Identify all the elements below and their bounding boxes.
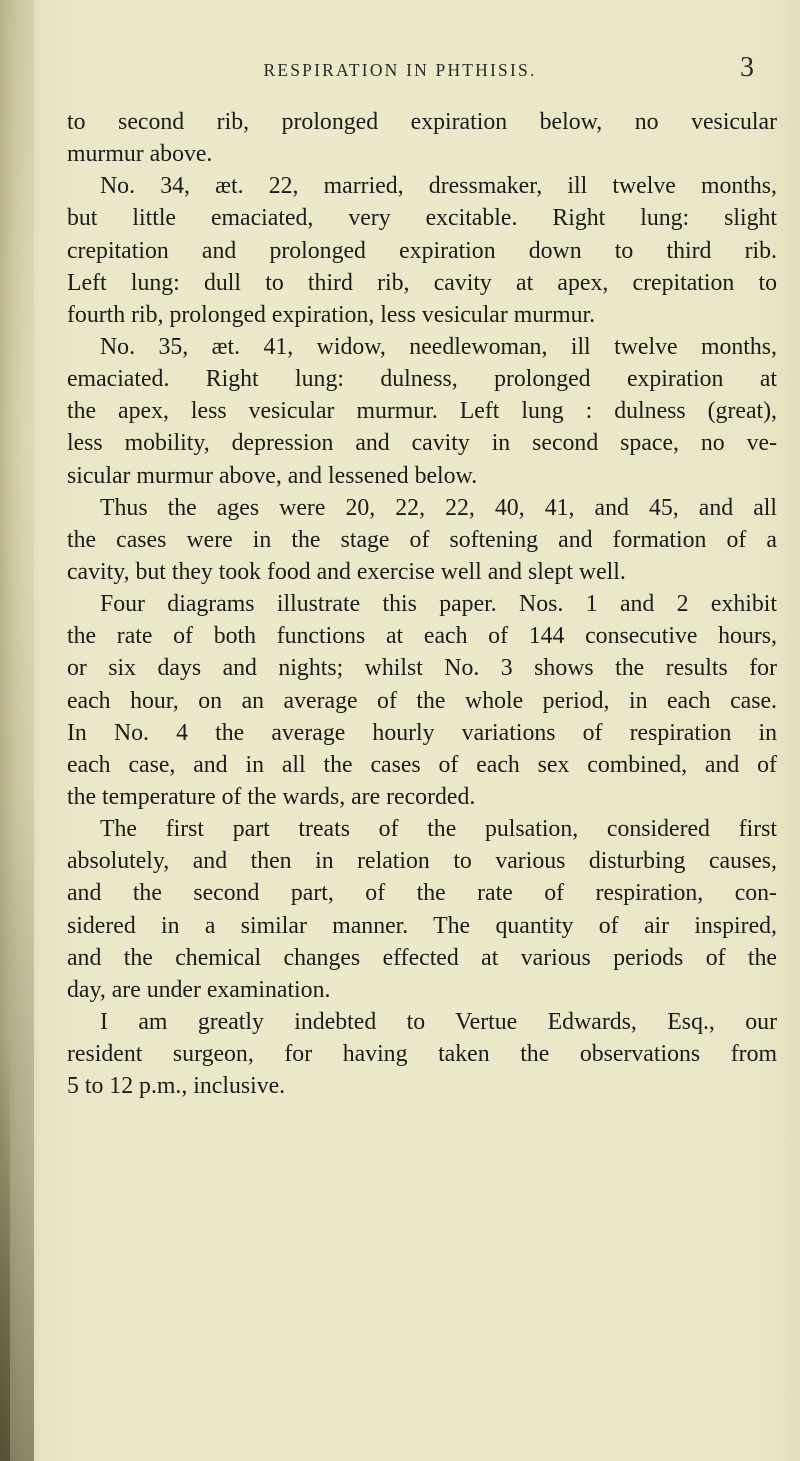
text-line: less mobility, depression and cavity in second space, no ve- (67, 430, 777, 457)
text-line: Thus the ages were 20, 22, 22, 40, 41, and 45, and all (100, 494, 777, 521)
text-line: fourth rib, prolonged expiration, less vesicular murmur. (67, 301, 596, 328)
text-line: and the second part, of the rate of respiration, con- (67, 880, 777, 907)
text-line: No. 35, æt. 41, widow, needlewoman, ill twelve months, (100, 333, 777, 360)
text-line: No. 34, æt. 22, married, dressmaker, ill twelve months, (100, 173, 777, 200)
text-line: cavity, but they took food and exercise well and slept well. (67, 558, 626, 585)
body-text (67, 106, 777, 1102)
text-line: the rate of both functions at each of 144 consecutive hours, (67, 623, 777, 650)
text-line: Four diagrams illustrate this paper. Nos. 1 and 2 exhibit (100, 591, 777, 618)
text-line: Left lung: dull to third rib, cavity at apex, crepitation to (67, 269, 777, 296)
text-line: 5 to 12 p.m., inclusive. (67, 1073, 286, 1100)
text-line: or six days and nights; whilst No. 3 shows the results for (67, 655, 777, 682)
text-line: murmur above. (67, 141, 213, 168)
running-head-title: RESPIRATION IN PHTHISIS. (263, 60, 537, 80)
text-line: emaciated. Right lung: dulness, prolonged expiration at (67, 366, 777, 393)
text-line: crepitation and prolonged expiration down to third rib. (67, 237, 777, 264)
text-line: In No. 4 the average hourly variations of respiration in (67, 719, 777, 746)
text-line: each hour, on an average of the whole period, in each case. (67, 687, 777, 714)
page-edge-shadow (0, 1040, 10, 1461)
text-line: to second rib, prolonged expiration below, no vesicular (67, 109, 777, 135)
text-line: and the chemical changes effected at various periods of the (67, 944, 777, 971)
text-line: day, are under examination. (67, 976, 331, 1003)
text-line: I am greatly indebted to Vertue Edwards, Esq., our (100, 1008, 777, 1035)
text-line: the cases were in the stage of softening and formation of a (67, 526, 777, 553)
text-line: The first part treats of the pulsation, considered first (100, 816, 777, 843)
text-line: absolutely, and then in relation to various disturbing causes, (67, 848, 777, 875)
text-line: the apex, less vesicular murmur. Left lung : dulness (great), (67, 398, 777, 425)
text-line: the temperature of the wards, are recorded. (67, 783, 476, 810)
text-line: each case, and in all the cases of each sex combined, and of (67, 751, 777, 778)
text-line: sidered in a similar manner. The quantity of air inspired, (67, 912, 777, 939)
text-line: sicular murmur above, and lessened below. (67, 462, 478, 489)
running-head (0, 52, 800, 88)
text-line: resident surgeon, for having taken the observations from (67, 1041, 777, 1068)
text-line: but little emaciated, very excitable. Right lung: slight (67, 205, 777, 232)
page-number: 3 (740, 52, 754, 83)
